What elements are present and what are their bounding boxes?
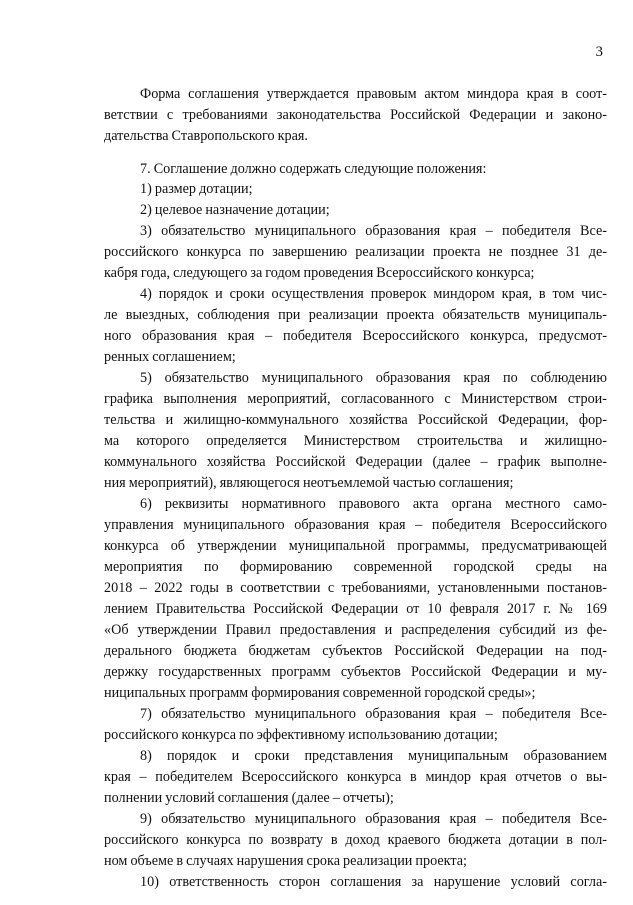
paragraph-line: ния мероприятий), являющегося неотъемлемой частью соглашения; <box>104 475 514 491</box>
paragraph-line: российского конкурса по возврату в доход краевого бюджета дотации в пол- <box>104 832 607 848</box>
paragraph-line: тельства и жилищно-коммунального хозяйства Российской Федерации, фор- <box>104 412 607 428</box>
paragraph-line: ма которого определяется Министерством строительства и жилищно- <box>104 433 607 449</box>
paragraph-line: коммунального хозяйства Российской Федерации (далее – график выполне- <box>104 454 607 470</box>
paragraph-line: мероприятия по формированию современной городской среды на <box>104 559 607 575</box>
paragraph-line: ниципальных программ формирования современной городской среды»; <box>104 685 536 701</box>
paragraph-line: 4) порядок и сроки осуществления проверок миндором края, в том чис- <box>140 286 607 302</box>
paragraph-line: конкурса об утверждении муниципальной программы, предусматривающей <box>104 538 607 554</box>
paragraph-line: 2018 – 2022 годы в соответствии с требованиями, установленными постанов- <box>104 580 607 596</box>
paragraph-line: 7. Соглашение должно содержать следующие положения: <box>140 161 487 177</box>
paragraph-line: лением Правительства Российской Федерации от 10 февраля 2017 г. № 169 <box>104 601 607 617</box>
paragraph-line: края – победителем Всероссийского конкурса в миндор края отчетов о вы- <box>104 769 607 785</box>
paragraph-line: 9) обязательство муниципального образования края – победителя Все- <box>140 811 607 827</box>
paragraph-line: ветствии с требованиями законодательства Российской Федерации и законо- <box>104 107 607 123</box>
paragraph-line: российского конкурса по эффективному использованию дотации; <box>104 727 498 743</box>
paragraph-line: дерального бюджета бюджетам субъектов Российской Федерации на под- <box>104 643 607 659</box>
paragraph-line: управления муниципального образования края – победителя Всероссийского <box>104 517 607 533</box>
paragraph-line: 6) реквизиты нормативного правового акта органа местного само- <box>140 496 607 512</box>
paragraph-line: 5) обязательство муниципального образования края по соблюдению <box>140 370 607 386</box>
paragraph-line: 7) обязательство муниципального образования края – победителя Все- <box>140 706 607 722</box>
paragraph-line: 2) целевое назначение дотации; <box>140 202 330 218</box>
paragraph-line: 3) обязательство муниципального образования края – победителя Все- <box>140 223 607 239</box>
paragraph-line: «Об утверждении Правил предоставления и распределения субсидий из фе- <box>104 622 607 638</box>
paragraph-line: ного образования края – победителя Всероссийского конкурса, предусмот- <box>104 328 607 344</box>
paragraph-line: ле выездных, соблюдения при реализации проекта обязательств муниципаль- <box>104 307 607 323</box>
page-number: 3 <box>595 44 603 60</box>
paragraph-line: держку государственных программ субъектов Российской Федерации и му- <box>104 664 607 680</box>
paragraph-line: ренных соглашением; <box>104 349 236 365</box>
paragraph-line: российского конкурса по завершению реализации проекта не позднее 31 де- <box>104 244 607 260</box>
paragraph-line: ном объеме в случаях нарушения срока реализации проекта; <box>104 853 467 869</box>
paragraph-line: дательства Ставропольского края. <box>104 128 308 144</box>
paragraph-line: графика выполнения мероприятий, согласованного с Министерством строи- <box>104 391 607 407</box>
paragraph-line: 8) порядок и сроки представления муниципальным образованием <box>140 748 607 764</box>
paragraph-line: полнении условий соглашения (далее – отчеты); <box>104 790 394 806</box>
paragraph-line: Форма соглашения утверждается правовым актом миндора края в соот- <box>140 86 607 102</box>
paragraph-line: 10) ответственность сторон соглашения за нарушение условий согла- <box>140 874 607 890</box>
paragraph-line: 1) размер дотации; <box>140 181 253 197</box>
paragraph-line: кабря года, следующего за годом проведения Всероссийского конкурса; <box>104 265 535 281</box>
